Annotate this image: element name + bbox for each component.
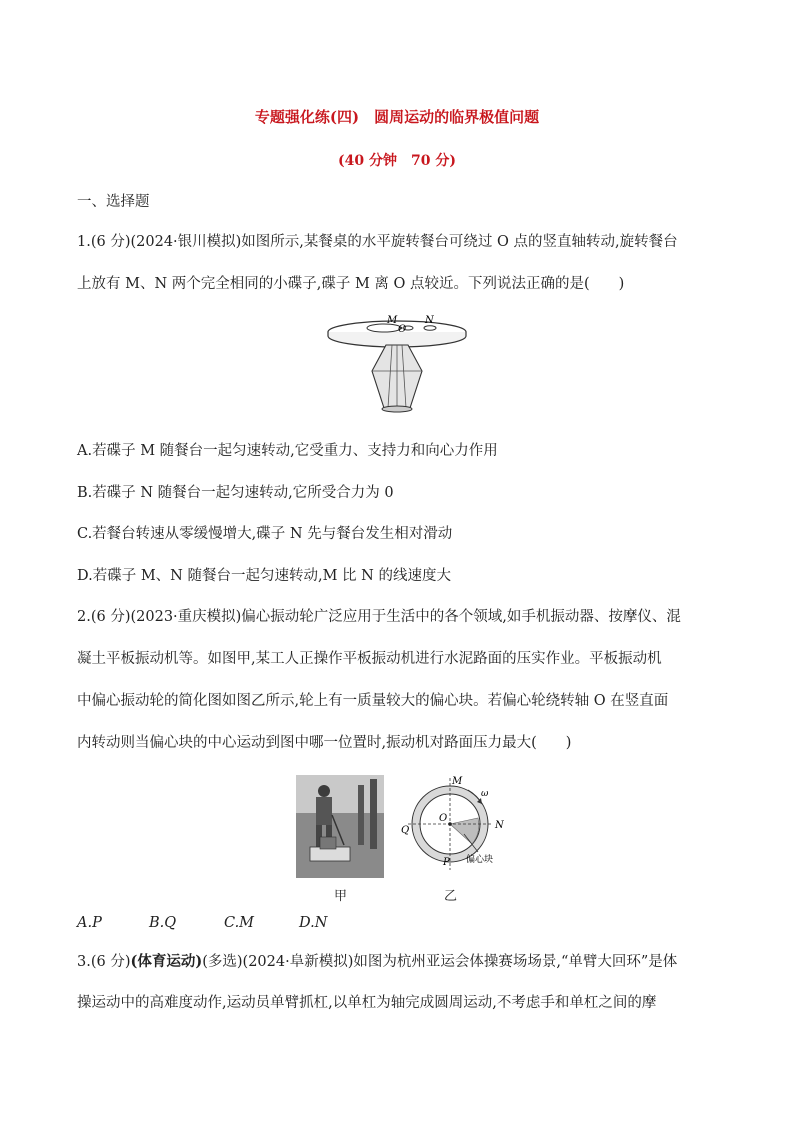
q1-option-b: B.若碟子 N 随餐台一起匀速转动,它所受合力为 0 <box>77 485 394 501</box>
label-wheel-n: N <box>495 820 504 831</box>
section-heading: 一、选择题 <box>77 194 150 210</box>
q1-stem-line2: 上放有 M、N 两个完全相同的小碟子,碟子 M 离 O 点较近。下列说法正确的是( ) <box>77 276 625 292</box>
q2-option-a: A.P <box>77 915 102 931</box>
label-eccentric-block: 偏心块 <box>466 855 494 865</box>
worker-photo <box>296 775 384 882</box>
q2-option-d: D.N <box>299 915 328 931</box>
q1-option-a: A.若碟子 M 随餐台一起匀速转动,它受重力、支持力和向心力作用 <box>77 443 498 459</box>
label-wheel-o: O <box>439 813 448 824</box>
label-m: M <box>387 315 398 326</box>
q3-tag: (体育运动) <box>130 953 203 970</box>
q1-option-d: D.若碟子 M、N 随餐台一起匀速转动,M 比 N 的线速度大 <box>77 568 451 584</box>
q1-option-c: C.若餐台转速从零缓慢增大,碟子 N 先与餐台发生相对滑动 <box>77 526 453 542</box>
label-n: N <box>425 315 434 326</box>
q2-option-b: B.Q <box>149 915 177 931</box>
label-wheel-p: P <box>443 857 450 868</box>
q3-rest: (多选)(2024·阜新模拟)如图为杭州亚运会体操赛场场景,“单臂大回环”是体 <box>202 954 678 970</box>
q2-stem-line3: 中偏心振动轮的简化图如图乙所示,轮上有一质量较大的偏心块。若偏心轮绕转轴 O 在竖直面 <box>77 693 669 709</box>
q3-stem-line2: 操运动中的高难度动作,运动员单臂抓杠,以单杠为轴完成圆周运动,不考虑手和单杠之间的摩 <box>77 995 657 1011</box>
page-title: 专题强化练(四) 圆周运动的临界极值问题 <box>254 108 540 126</box>
q2-stem-line1: 2.(6 分)(2023·重庆模拟)偏心振动轮广泛应用于生活中的各个领域,如手机振动器、按摩仪、混 <box>77 609 681 625</box>
label-o: O <box>398 324 407 335</box>
label-wheel-q: Q <box>401 825 410 836</box>
q2-stem-line4: 内转动则当偏心块的中心运动到图中哪一位置时,振动机对路面压力最大( ) <box>77 735 572 751</box>
q2-stem-line2: 凝土平板振动机等。如图甲,某工人正操作平板振动机进行水泥路面的压实作业。平板振动机 <box>77 651 662 667</box>
q3-stem-line1 <box>77 952 677 972</box>
eccentric-wheel-figure <box>398 774 510 878</box>
caption-jia: 甲 <box>334 889 348 904</box>
q2-option-c: C.M <box>224 915 255 931</box>
q1-stem-line1: 1.(6 分)(2024·银川模拟)如图所示,某餐桌的水平旋转餐台可绕过 O 点的竖直轴转动,旋转餐台 <box>77 234 678 250</box>
label-omega: ω <box>481 789 489 799</box>
label-wheel-m: M <box>452 776 463 787</box>
dining-table-figure <box>326 308 468 420</box>
q3-prefix: 3.(6 分) <box>77 954 131 970</box>
caption-yi: 乙 <box>444 889 458 904</box>
page-subtitle: (40 分钟 70 分) <box>338 153 456 169</box>
